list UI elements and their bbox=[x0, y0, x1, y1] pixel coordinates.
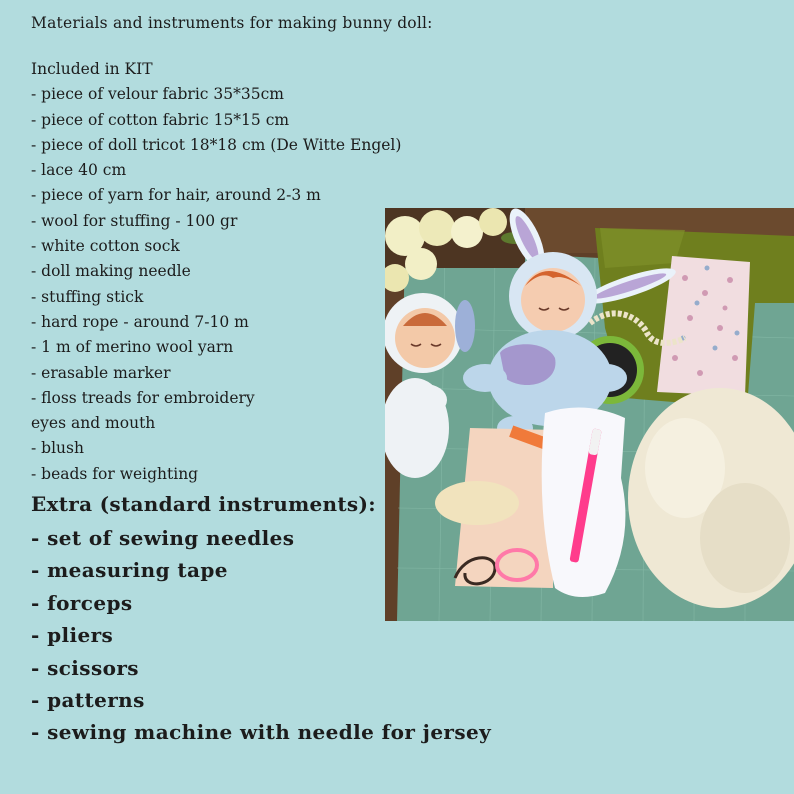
list-item: - pliers bbox=[31, 623, 114, 648]
list-item: eyes and mouth bbox=[31, 414, 156, 433]
list-item: - forceps bbox=[31, 590, 133, 615]
list-item: - hard rope - around 7-10 m bbox=[31, 312, 249, 331]
list-item: - piece of velour fabric 35*35cm bbox=[31, 85, 284, 104]
list-item: - floss treads for embroidery bbox=[31, 388, 255, 407]
list-item: - set of sewing needles bbox=[31, 526, 295, 550]
kit-list bbox=[31, 57, 401, 487]
list-item: - blush bbox=[31, 439, 84, 458]
list-item: - doll making needle bbox=[31, 262, 191, 281]
list-item: - beads for weighting bbox=[31, 464, 199, 483]
list-item: - lace 40 cm bbox=[31, 161, 127, 180]
extra-heading: Extra (standard instruments): bbox=[31, 492, 376, 516]
list-item: - stuffing stick bbox=[31, 287, 144, 306]
extra-list bbox=[31, 522, 491, 749]
list-item: - piece of yarn for hair, around 2-3 m bbox=[31, 186, 321, 205]
list-item: - scissors bbox=[31, 655, 139, 680]
list-item: - measuring tape bbox=[31, 558, 228, 583]
hair-yarn bbox=[435, 481, 519, 525]
list-item: - erasable marker bbox=[31, 363, 171, 382]
page-title: Materials and instruments for making bunny doll: bbox=[31, 14, 433, 32]
list-item: - sewing machine with needle for jersey bbox=[31, 720, 492, 745]
list-item: - 1 m of merino wool yarn bbox=[31, 338, 234, 357]
list-item: - piece of doll tricot 18*18 cm (De Witte Engel) bbox=[31, 135, 402, 154]
list-item: - wool for stuffing - 100 gr bbox=[31, 211, 238, 230]
list-item: - patterns bbox=[31, 688, 145, 713]
list-item: - white cotton sock bbox=[31, 237, 180, 256]
list-item: - piece of cotton fabric 15*15 cm bbox=[31, 110, 290, 129]
kit-heading: Included in KIT bbox=[31, 60, 153, 78]
